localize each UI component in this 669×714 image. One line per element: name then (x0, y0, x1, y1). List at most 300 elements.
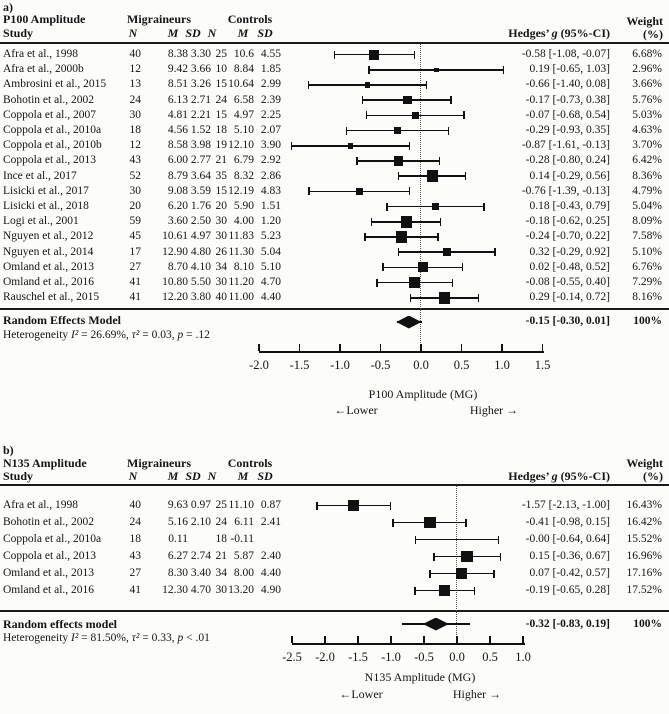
study-sd2: 4.70 (260, 276, 281, 288)
study-n2: 30 (215, 276, 227, 288)
study-sd2: 2.99 (260, 78, 281, 91)
ci-cap-left (398, 248, 400, 256)
study-n2: 18 (215, 533, 227, 545)
study-sd2: 2.92 (260, 154, 281, 167)
study-sd1: 2.10 (190, 516, 211, 528)
study-m1: 6.20 (167, 200, 188, 212)
study-name: Lisicki et al., 2018 (3, 200, 89, 212)
study-name: Coppola et al., 2010b (3, 139, 102, 152)
ci-cap-left (316, 502, 318, 510)
x-axis-tick-label: -2.0 (249, 358, 269, 372)
x-axis-tick (380, 344, 382, 351)
study-m1: 12.20 (162, 291, 188, 304)
study-m1: 3.60 (167, 215, 188, 228)
study-n1: 24 (129, 516, 141, 528)
study-n2: 21 (215, 550, 227, 562)
study-sd1: 4.70 (190, 584, 211, 596)
weight-value: 7.58% (632, 230, 662, 243)
study-name: Ambrosini et al., 2015 (3, 78, 107, 91)
study-name: Omland et al., 2013 (3, 567, 95, 579)
study-m1: 10.80 (162, 276, 188, 288)
header-divider (0, 42, 669, 44)
effect-estimate-text: -0.66 [-1.40, 0.08] (525, 78, 610, 91)
column-header-migraineurs: Migraineurs (127, 12, 191, 26)
x-axis-tick (489, 636, 491, 643)
study-m2: 6.79 (233, 154, 254, 167)
study-n2: 35 (215, 169, 227, 182)
study-sd2: 3.90 (260, 139, 281, 152)
study-row (0, 62, 669, 77)
ci-cap-right (439, 157, 441, 165)
study-name: Coppola et al., 2007 (3, 108, 96, 121)
het-p: p (177, 329, 184, 341)
study-m1: 12.90 (162, 245, 188, 258)
study-sd1: 3.30 (190, 48, 211, 60)
study-m1: 4.56 (167, 124, 188, 136)
ci-cap-left (371, 218, 373, 226)
weight-value: 3.66% (632, 78, 662, 91)
study-row (0, 169, 669, 184)
study-row (0, 245, 669, 260)
study-sd2: 2.86 (260, 169, 281, 182)
study-n2: 24 (215, 516, 227, 528)
ci-cap-left (368, 66, 370, 74)
study-n2: 26 (215, 245, 227, 258)
effect-estimate-text: -0.76 [-1.39, -0.13] (521, 184, 610, 197)
ci-cap-left (356, 157, 358, 165)
ci-cap-left (362, 96, 364, 104)
effect-estimate-text: -0.28 [-0.80, 0.24] (525, 154, 610, 167)
study-m2: 8.00 (233, 567, 254, 579)
study-n1: 30 (129, 184, 141, 197)
study-name: Afra et al., 2000b (3, 63, 84, 76)
study-name: Coppola et al., 2013 (3, 550, 96, 562)
study-n1: 43 (129, 154, 141, 167)
x-axis-tick-label: 1.0 (515, 650, 531, 664)
weight-value: 8.36% (632, 169, 662, 182)
x-axis-tick (501, 344, 503, 351)
study-sd2: 2.40 (260, 550, 281, 562)
study-n1: 30 (129, 108, 141, 121)
study-n1: 17 (129, 245, 141, 258)
effect-estimate-text: 0.15 [-0.36, 0.67] (529, 550, 610, 562)
header-divider (0, 484, 669, 486)
ci-cap-left (382, 263, 384, 271)
effect-square (394, 127, 401, 134)
study-sd2: 2.41 (260, 516, 281, 528)
column-header-migraineurs: Migraineurs (127, 456, 191, 470)
study-sd1: 2.74 (190, 550, 211, 562)
study-sd1: 4.97 (190, 230, 211, 243)
study-n2: 10 (215, 63, 227, 76)
effect-estimate-text: 0.14 [-0.29, 0.56] (529, 169, 610, 182)
effect-square (432, 203, 440, 211)
study-m1: 8.58 (167, 139, 188, 152)
effect-estimate-text: -0.18 [-0.62, 0.25] (525, 215, 610, 228)
column-header-study: Study (3, 469, 34, 483)
weight-value: 5.04% (632, 200, 662, 212)
study-m1: 8.30 (167, 567, 188, 579)
study-m1: 8.79 (167, 169, 188, 182)
study-row (0, 77, 669, 92)
study-n2: 15 (215, 78, 227, 91)
het-tau-squared: τ² (131, 329, 140, 341)
het-i-squared: I² (71, 632, 79, 644)
effect-estimate-text: -0.00 [-0.64, 0.64] (525, 533, 610, 545)
study-row (0, 199, 669, 214)
effect-estimate-text: -0.07 [-0.68, 0.54] (525, 108, 610, 121)
study-row (0, 514, 669, 531)
ci-cap-left (308, 81, 310, 89)
study-m1: 4.81 (167, 108, 188, 121)
weight-value: 7.29% (632, 276, 662, 288)
study-row (0, 153, 669, 168)
study-row (0, 260, 669, 275)
x-axis-tick (423, 636, 425, 643)
study-n1: 12 (129, 139, 141, 152)
ci-cap-left (415, 536, 417, 544)
x-axis-tick-label: -1.5 (289, 358, 310, 372)
x-axis-higher-label: Higher → (469, 403, 519, 417)
study-row (0, 93, 669, 108)
study-m2: 5.10 (233, 124, 254, 136)
study-name: Omland et al., 2016 (3, 276, 95, 288)
study-n1: 52 (129, 169, 141, 182)
study-n2: 30 (215, 584, 227, 596)
study-n2: 24 (215, 93, 227, 106)
weight-value: 17.52% (626, 584, 662, 596)
study-row (0, 184, 669, 199)
study-n2: 15 (215, 184, 227, 197)
study-sd2: 1.51 (260, 200, 281, 212)
x-axis-tick (390, 636, 392, 643)
x-axis-tick (339, 344, 341, 351)
x-axis-lower-label: ←Lower (339, 687, 383, 701)
summary-divider (0, 308, 669, 310)
column-header-weight-unit: (%) (643, 469, 663, 483)
study-n2: 19 (215, 139, 227, 152)
study-sd1: 3.64 (190, 169, 211, 182)
het-p: p (177, 632, 184, 644)
effect-square (396, 231, 407, 242)
weight-value: 2.96% (632, 63, 662, 76)
summary-label: Random Effects Model (3, 313, 121, 327)
study-sd1: 4.80 (190, 245, 211, 258)
study-n1: 27 (129, 260, 141, 273)
effect-square (418, 262, 428, 272)
weight-value: 5.10% (632, 245, 662, 258)
study-sd2: 2.39 (260, 93, 281, 106)
study-row (0, 497, 669, 514)
study-m1: 9.63 (167, 499, 188, 511)
x-axis-tick-label: -1.5 (348, 650, 368, 664)
weight-value: 15.52% (626, 533, 662, 545)
effect-header-suffix: (95%-CI) (557, 469, 610, 483)
x-axis-tick-label: -0.5 (370, 358, 391, 372)
effect-estimate-text: 0.19 [-0.65, 1.03] (529, 63, 610, 76)
ci-cap-right (450, 96, 452, 104)
study-name: Coppola et al., 2010a (3, 533, 102, 545)
study-row (0, 582, 669, 599)
column-header-n-controls: N (207, 26, 217, 40)
study-sd2: 5.10 (260, 260, 281, 273)
study-n1: 40 (129, 499, 141, 511)
effect-square (443, 248, 451, 256)
column-header-effect (450, 470, 610, 483)
ci-cap-left (392, 519, 394, 527)
effect-square (369, 50, 379, 60)
study-sd1: 2.77 (190, 154, 211, 167)
het-p-value: = .12 (183, 329, 210, 341)
study-sd1: 2.50 (190, 215, 211, 228)
x-axis-tick-label: 0.0 (413, 358, 429, 372)
effect-estimate-text: -0.08 [-0.55, 0.40] (525, 276, 610, 288)
study-name: Coppola et al., 2013 (3, 154, 96, 167)
study-n1: 18 (129, 533, 141, 545)
study-m2: 8.32 (233, 169, 254, 182)
effect-estimate-text: 0.18 [-0.43, 0.79] (529, 200, 610, 212)
weight-value: 16.42% (626, 516, 662, 528)
effect-square (439, 585, 451, 597)
x-axis-tick (522, 636, 524, 643)
ci-cap-left (366, 111, 368, 119)
study-name: Afra et al., 1998 (3, 48, 79, 60)
study-m1: 12.30 (162, 584, 188, 596)
effect-square (394, 156, 404, 166)
ci-cap-right (390, 502, 392, 510)
ci-cap-left (376, 279, 378, 287)
column-header-weight: Weight (626, 456, 663, 470)
summary-diamond (423, 618, 449, 631)
ci-cap-right (448, 127, 450, 135)
summary-effect-value: -0.15 [-0.30, 0.01] (525, 315, 610, 327)
ci-cap-right (440, 218, 442, 226)
x-axis-tick-label: 0.0 (449, 650, 465, 664)
effect-square (365, 82, 370, 87)
het-value-2: = 0.33, (139, 632, 178, 644)
study-sd2: 4.83 (260, 184, 281, 197)
study-name: Omland et al., 2013 (3, 260, 95, 273)
study-m2: 11.10 (228, 499, 254, 511)
effect-estimate-text: 0.02 [-0.48, 0.52] (529, 260, 610, 273)
study-m2: 10.6 (233, 48, 254, 60)
study-sd2: 5.23 (260, 230, 281, 243)
effect-square (427, 170, 439, 182)
x-axis-tick (357, 636, 359, 643)
study-n1: 43 (129, 550, 141, 562)
study-n2: 21 (215, 154, 227, 167)
ci-cap-left (433, 553, 435, 561)
study-row (0, 548, 669, 565)
column-header-m-controls: M (237, 26, 249, 40)
effect-estimate-text: -0.17 [-0.73, 0.38] (525, 93, 610, 106)
study-m1: 6.13 (167, 93, 188, 106)
effect-square (348, 500, 360, 512)
effect-estimate-text: -0.24 [-0.70, 0.22] (525, 230, 610, 243)
study-m2: 6.58 (233, 93, 254, 106)
study-n2: 15 (215, 108, 227, 121)
study-row (0, 47, 669, 62)
study-sd2: 2.25 (260, 108, 281, 121)
x-axis-tick-label: -0.5 (414, 650, 434, 664)
weight-value: 6.42% (632, 154, 662, 167)
column-header-m-controls: M (237, 469, 249, 483)
ci-cap-left (398, 172, 400, 180)
x-axis-line (292, 643, 525, 645)
study-m2: 6.11 (234, 516, 254, 528)
panel-label: a) (3, 0, 13, 14)
summary-weight: 100% (633, 315, 662, 327)
study-m2: 4.00 (233, 215, 254, 228)
x-axis-tick-label: 1.0 (494, 358, 510, 372)
effect-header-g: g (551, 26, 558, 40)
study-n2: 25 (215, 499, 227, 511)
column-header-sd-controls: SD (257, 469, 273, 483)
column-header-m-migraineurs: M (167, 469, 179, 483)
study-n2: 34 (215, 567, 227, 579)
effect-estimate-text: -0.41 [-0.98, 0.15] (525, 516, 610, 528)
panel-title: P100 Amplitude (3, 12, 86, 26)
study-sd1: 2.71 (190, 93, 211, 106)
study-n2: 30 (215, 230, 227, 243)
study-sd1: 4.10 (190, 260, 211, 273)
effect-estimate-text: -0.58 [-1.08, -0.07] (521, 48, 610, 60)
heterogeneity-note (3, 329, 210, 342)
column-header-sd-controls: SD (257, 26, 273, 40)
het-value-2: = 0.03, (139, 329, 178, 341)
summary-label: Random effects model (3, 617, 117, 631)
study-m2: 5.90 (233, 200, 254, 212)
study-sd2 (235, 531, 281, 548)
weight-value: 4.79% (632, 184, 662, 197)
column-header-m-migraineurs: M (167, 26, 179, 40)
column-header-study: Study (3, 26, 34, 40)
x-axis-tick (324, 636, 326, 643)
summary-diamond (396, 316, 421, 329)
column-header-controls: Controls (227, 12, 273, 26)
study-sd2: 4.55 (260, 48, 281, 60)
study-sd1: 3.59 (190, 184, 211, 197)
x-axis-tick-label: 0.5 (453, 358, 470, 372)
x-axis-tick-label: -1.0 (381, 650, 401, 664)
summary-divider (0, 610, 669, 612)
effect-square (401, 216, 413, 228)
effect-estimate-text: 0.07 [-0.42, 0.57] (529, 567, 610, 579)
study-sd2: 4.40 (260, 567, 281, 579)
het-prefix: Heterogeneity (3, 632, 72, 644)
effect-header-prefix: Hedges’ (508, 469, 552, 483)
study-name: Bohotin et al., 2002 (3, 93, 95, 106)
x-axis-tick (420, 344, 422, 351)
column-header-effect (450, 27, 610, 40)
study-name: Nguyen et al., 2012 (3, 230, 94, 243)
ci-cap-left (364, 233, 366, 241)
study-m1: 8.51 (167, 78, 188, 91)
study-row (0, 229, 669, 244)
het-prefix: Heterogeneity (3, 329, 72, 341)
study-n1: 18 (129, 124, 141, 136)
study-m2: 11.20 (228, 276, 254, 288)
study-m1: 6.00 (167, 154, 188, 167)
summary-weight: 100% (633, 618, 662, 630)
study-n1: 13 (129, 78, 141, 91)
study-n2: 34 (215, 260, 227, 273)
ci-cap-left (346, 127, 348, 135)
column-header-controls: Controls (227, 456, 273, 470)
study-row (0, 214, 669, 229)
column-header-sd-migraineurs: SD (185, 469, 201, 483)
column-header-n-controls: N (207, 469, 217, 483)
ci-cap-left (308, 187, 310, 195)
het-tau-squared: τ² (131, 632, 140, 644)
study-m2: 12.19 (228, 184, 254, 197)
column-header-n-migraineurs: N (128, 26, 138, 40)
x-axis-tick (258, 344, 260, 351)
study-n2: 18 (215, 124, 227, 136)
weight-value: 8.09% (632, 215, 662, 228)
study-name: Ince et al., 2017 (3, 169, 77, 182)
study-n2: 30 (215, 215, 227, 228)
effect-square (348, 143, 354, 149)
study-name: Nguyen et al., 2014 (3, 245, 94, 258)
het-value-1: = 26.69%, (78, 329, 132, 341)
x-axis-tick-label: -2.0 (315, 650, 335, 664)
study-n1: 41 (129, 584, 141, 596)
effect-estimate-text: -0.29 [-0.93, 0.35] (525, 124, 610, 136)
weight-value: 4.63% (632, 124, 662, 136)
effect-square (439, 292, 451, 304)
x-axis-title: N135 Amplitude (MG) (364, 670, 476, 684)
x-axis-tick-label: -1.0 (330, 358, 350, 372)
effect-header-suffix: (95%-CI) (557, 26, 610, 40)
study-row (0, 108, 669, 123)
study-row (0, 531, 669, 548)
study-n1: 40 (129, 48, 141, 60)
ci-cap-right (414, 51, 416, 59)
study-n2: 40 (215, 291, 227, 304)
study-name: Bohotin et al., 2002 (3, 516, 95, 528)
effect-square (434, 68, 438, 72)
ci-cap-left (429, 570, 431, 578)
ci-cap-right (409, 187, 411, 195)
study-sd1: 0.97 (190, 499, 211, 511)
effect-square (403, 96, 412, 105)
study-row (0, 275, 669, 290)
effect-estimate-text: -0.87 [-1.61, -0.13] (521, 139, 610, 152)
study-name: Rauschel et al., 2015 (3, 291, 100, 304)
study-m2: 11.30 (228, 245, 254, 258)
study-row (0, 290, 669, 305)
study-m2: 8.10 (233, 260, 254, 273)
study-n1: 20 (129, 200, 141, 212)
x-axis-tick (299, 344, 301, 351)
forest-panel-b (0, 440, 669, 714)
x-axis-tick-label: -2.5 (282, 650, 302, 664)
study-m2: 4.97 (233, 108, 254, 121)
study-m2: 11.83 (228, 230, 254, 243)
effect-estimate-text: -0.19 [-0.65, 0.28] (525, 584, 610, 596)
study-name: Logi et al., 2001 (3, 215, 79, 228)
study-m1: 9.08 (167, 184, 188, 197)
study-name: Coppola et al., 2010a (3, 124, 102, 136)
effect-square (356, 188, 363, 195)
ci-cap-right (409, 142, 411, 150)
x-axis-tick (542, 344, 544, 351)
ci-cap-right (437, 233, 439, 241)
weight-value: 5.76% (632, 93, 662, 106)
study-m2: 8.84 (233, 63, 254, 76)
heterogeneity-note (3, 632, 210, 645)
